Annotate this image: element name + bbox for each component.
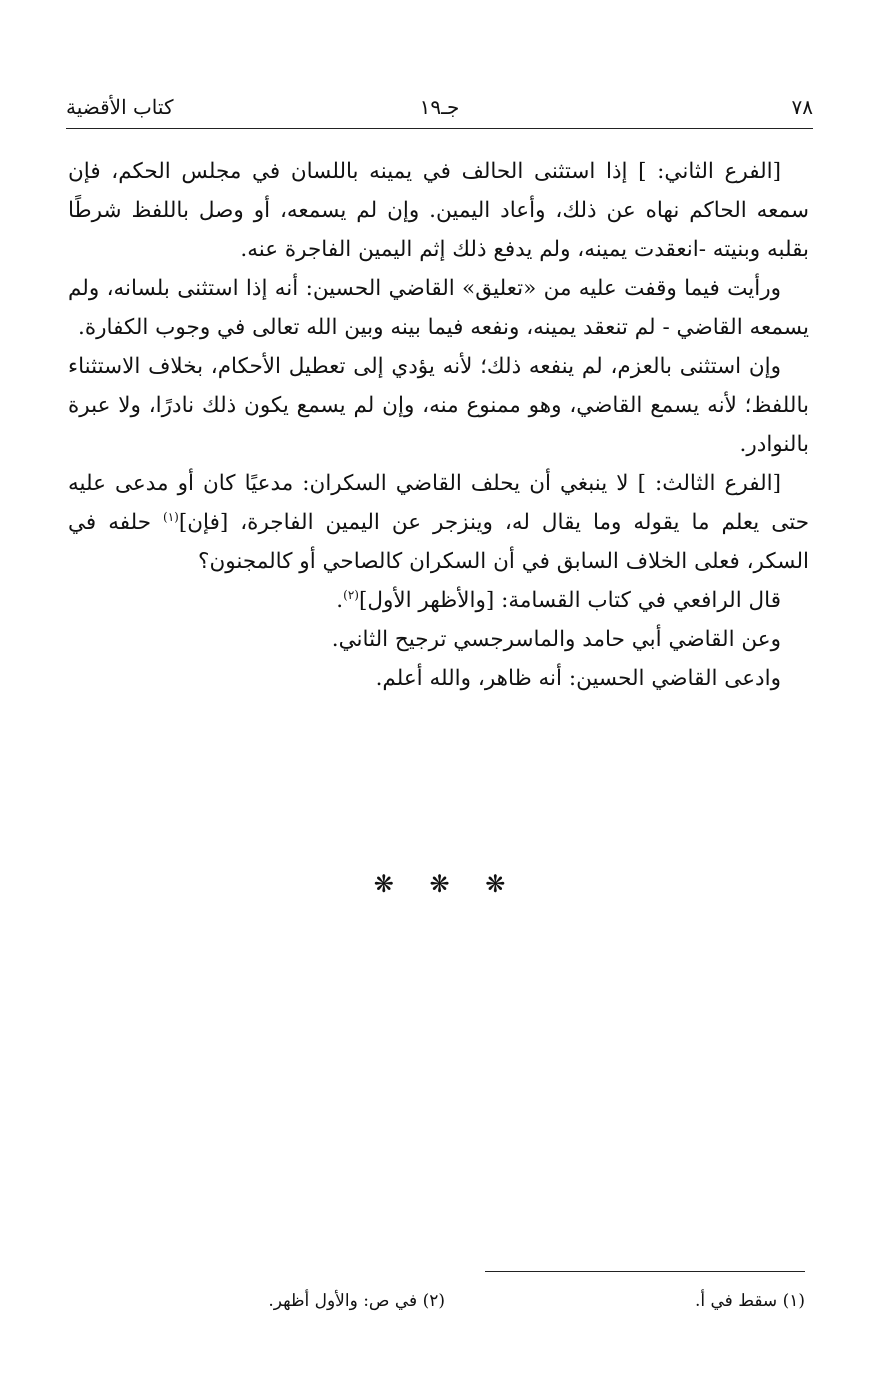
running-header (66, 92, 813, 122)
footnote-1: (١) سقط في أ. (694, 1291, 805, 1311)
paragraph-3: وإن استثنى بالعزم، لم ينفعه ذلك؛ لأنه يؤدي إلى تعطيل الأحكام، بخلاف الاستثناء باللفظ؛ لأنه يسمع القاضي، وهو ممنوع منه، وإن لم يسمع يكون ذلك نادرًا، ولا عبرة بالنوادر. (68, 354, 809, 457)
star-ornament-icon: ❋ (485, 870, 506, 898)
paragraph-6: وعن القاضي أبي حامد والماسرجسي ترجيح الثاني. (331, 627, 781, 652)
paragraph-1: [الفرع الثاني: ] إذا استثنى الحالف في يمينه باللسان في مجلس الحكم، فإن سمعه الحاكم نهاه عن ذلك، وأعاد اليمين. وإن لم يسمعه، أو وصل باللفظ شرطًا بقلبه وبنيته -انعقدت يمينه، ولم يدفع ذلك إثم اليمين الفاجرة عنه. (68, 159, 809, 262)
paragraph-4-text-cont: حلفه في السكر، فعلى الخلاف السابق في أن السكران كالصاحي أو كالمجنون؟ (68, 510, 809, 574)
page-number: ٧٨ (791, 95, 813, 119)
footnote-ref-1: (١) (163, 509, 179, 524)
paragraph-4-text: [الفرع الثالث: ] لا ينبغي أن يحلف القاضي السكران: مدعيًا كان أو مدعى عليه حتى يعلم ما يقوله وما يقال له، وينزجر عن اليمين الفاجرة، [فإن] (68, 471, 809, 535)
star-ornament-icon: ❋ (429, 870, 450, 898)
paragraph-2: ورأيت فيما وقفت عليه من «تعليق» القاضي الحسين: أنه إذا استثنى بلسانه، ولم يسمعه القاضي - لم تنعقد يمينه، ونفعه فيما بينه وبين الله تعالى في وجوب الكفارة. (68, 276, 809, 340)
paragraph-5-text: قال الرافعي في كتاب القسامة: [والأظهر الأول] (358, 588, 781, 613)
paragraph-5 (68, 581, 809, 620)
section-separator (0, 870, 879, 898)
book-title: كتاب الأقضية (66, 95, 174, 119)
footnote-2: (٢) في ص: والأول أظهر. (268, 1291, 445, 1311)
footnote-ref-2: (٢) (343, 587, 359, 602)
volume-label: جـ١٩ (419, 95, 460, 119)
main-text (68, 152, 809, 698)
star-ornament-icon: ❋ (373, 870, 394, 898)
paragraph-4 (68, 464, 809, 581)
paragraph-7: وادعى القاضي الحسين: أنه ظاهر، والله أعلم. (375, 666, 781, 691)
header-rule (66, 128, 813, 129)
paragraph-5-end: . (336, 588, 344, 613)
footnote-rule (485, 1271, 805, 1272)
